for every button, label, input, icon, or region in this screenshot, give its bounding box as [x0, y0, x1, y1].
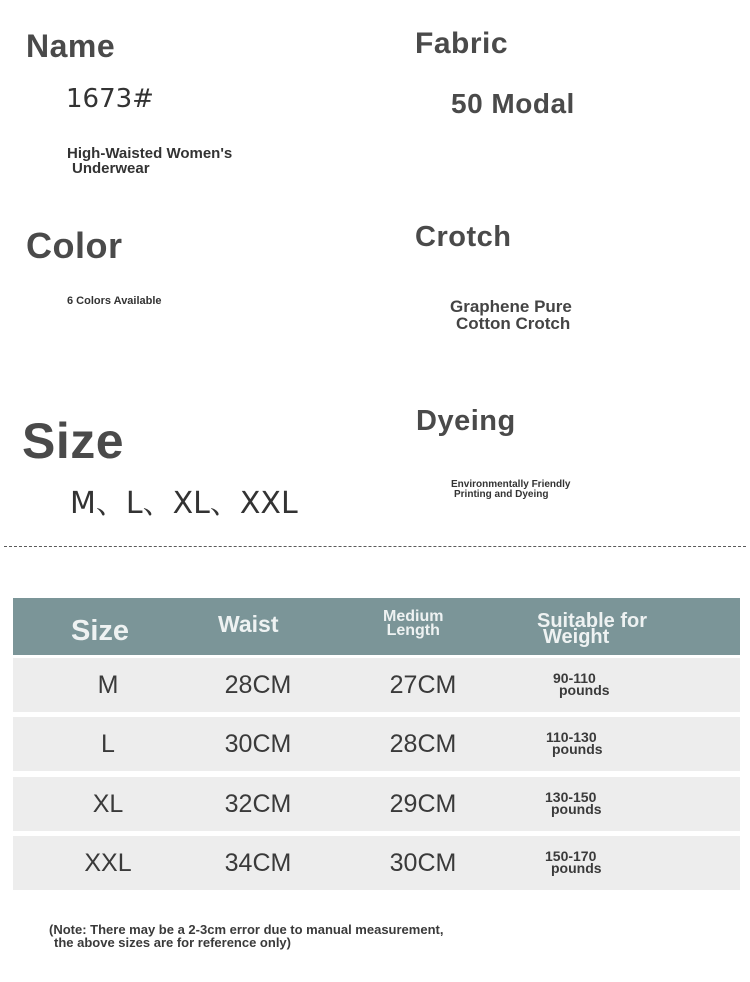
cell-weight: [545, 791, 602, 815]
measurement-note-line2: the above sizes are for reference only): [54, 935, 291, 950]
cell-weight-range: 110-130: [546, 729, 597, 745]
cell-length: 30CM: [389, 849, 457, 877]
cell-weight: [546, 731, 603, 755]
cell-weight-range: 90-110: [553, 670, 596, 686]
cell-weight-unit: pounds: [552, 741, 603, 757]
cell-weight-unit: pounds: [551, 801, 602, 817]
header-length: [383, 610, 443, 638]
fabric-value: 50 Modal: [451, 88, 575, 119]
color-value: 6 Colors Available: [67, 295, 162, 307]
cell-weight: [553, 672, 610, 696]
size-table-header: [13, 598, 740, 655]
cell-waist: 30CM: [224, 730, 292, 758]
crotch-heading: Crotch: [415, 221, 512, 253]
cell-weight: [545, 850, 602, 874]
size-heading: Size: [22, 413, 125, 469]
table-row: [13, 717, 740, 771]
cell-waist: 28CM: [224, 671, 292, 699]
cell-size: M: [97, 671, 119, 699]
color-heading: Color: [26, 225, 123, 266]
cell-size: XXL: [84, 849, 132, 877]
cell-waist: 34CM: [224, 849, 292, 877]
cell-weight-range: 130-150: [545, 789, 597, 805]
cell-weight-range: 150-170: [545, 848, 597, 864]
cell-length: 27CM: [389, 671, 457, 699]
header-length-line1: Medium: [383, 608, 444, 625]
measurement-note: [49, 923, 443, 949]
cell-weight-unit: pounds: [551, 860, 602, 876]
table-row: [13, 658, 740, 712]
cell-size: XL: [92, 790, 124, 818]
cell-waist: 32CM: [224, 790, 292, 818]
table-row: [13, 777, 740, 831]
header-size: Size: [71, 615, 130, 647]
name-heading: Name: [26, 28, 116, 64]
measurement-note-line1: (Note: There may be a 2-3cm error due to manual measurement,: [49, 922, 444, 937]
crotch-value: [450, 298, 572, 332]
cell-weight-unit: pounds: [559, 682, 610, 698]
table-row: [13, 836, 740, 890]
crotch-value-line2: Cotton Crotch: [456, 314, 571, 333]
product-description-line1: High-Waisted Women's: [67, 145, 233, 162]
cell-length: 28CM: [389, 730, 457, 758]
dashed-divider: [4, 546, 746, 547]
dyeing-value-line1: Environmentally Friendly: [451, 479, 571, 490]
header-length-line2: Length: [386, 622, 440, 639]
dyeing-value: [451, 480, 570, 500]
cell-size: L: [101, 730, 115, 758]
crotch-value-line1: Graphene Pure: [450, 297, 572, 316]
dyeing-heading: Dyeing: [416, 405, 516, 437]
header-waist: Waist: [218, 611, 279, 637]
dyeing-value-line2: Printing and Dyeing: [454, 489, 549, 500]
cell-length: 29CM: [389, 790, 457, 818]
product-code: 1673#: [66, 84, 154, 114]
size-value: M、L、XL、XXL: [70, 486, 298, 521]
product-description-line2: Underwear: [72, 160, 150, 177]
header-weight: [537, 610, 648, 648]
product-description: [67, 146, 232, 176]
fabric-heading: Fabric: [415, 27, 509, 60]
header-weight-line1: Suitable for: [537, 610, 648, 632]
header-weight-line2: Weight: [543, 626, 610, 648]
